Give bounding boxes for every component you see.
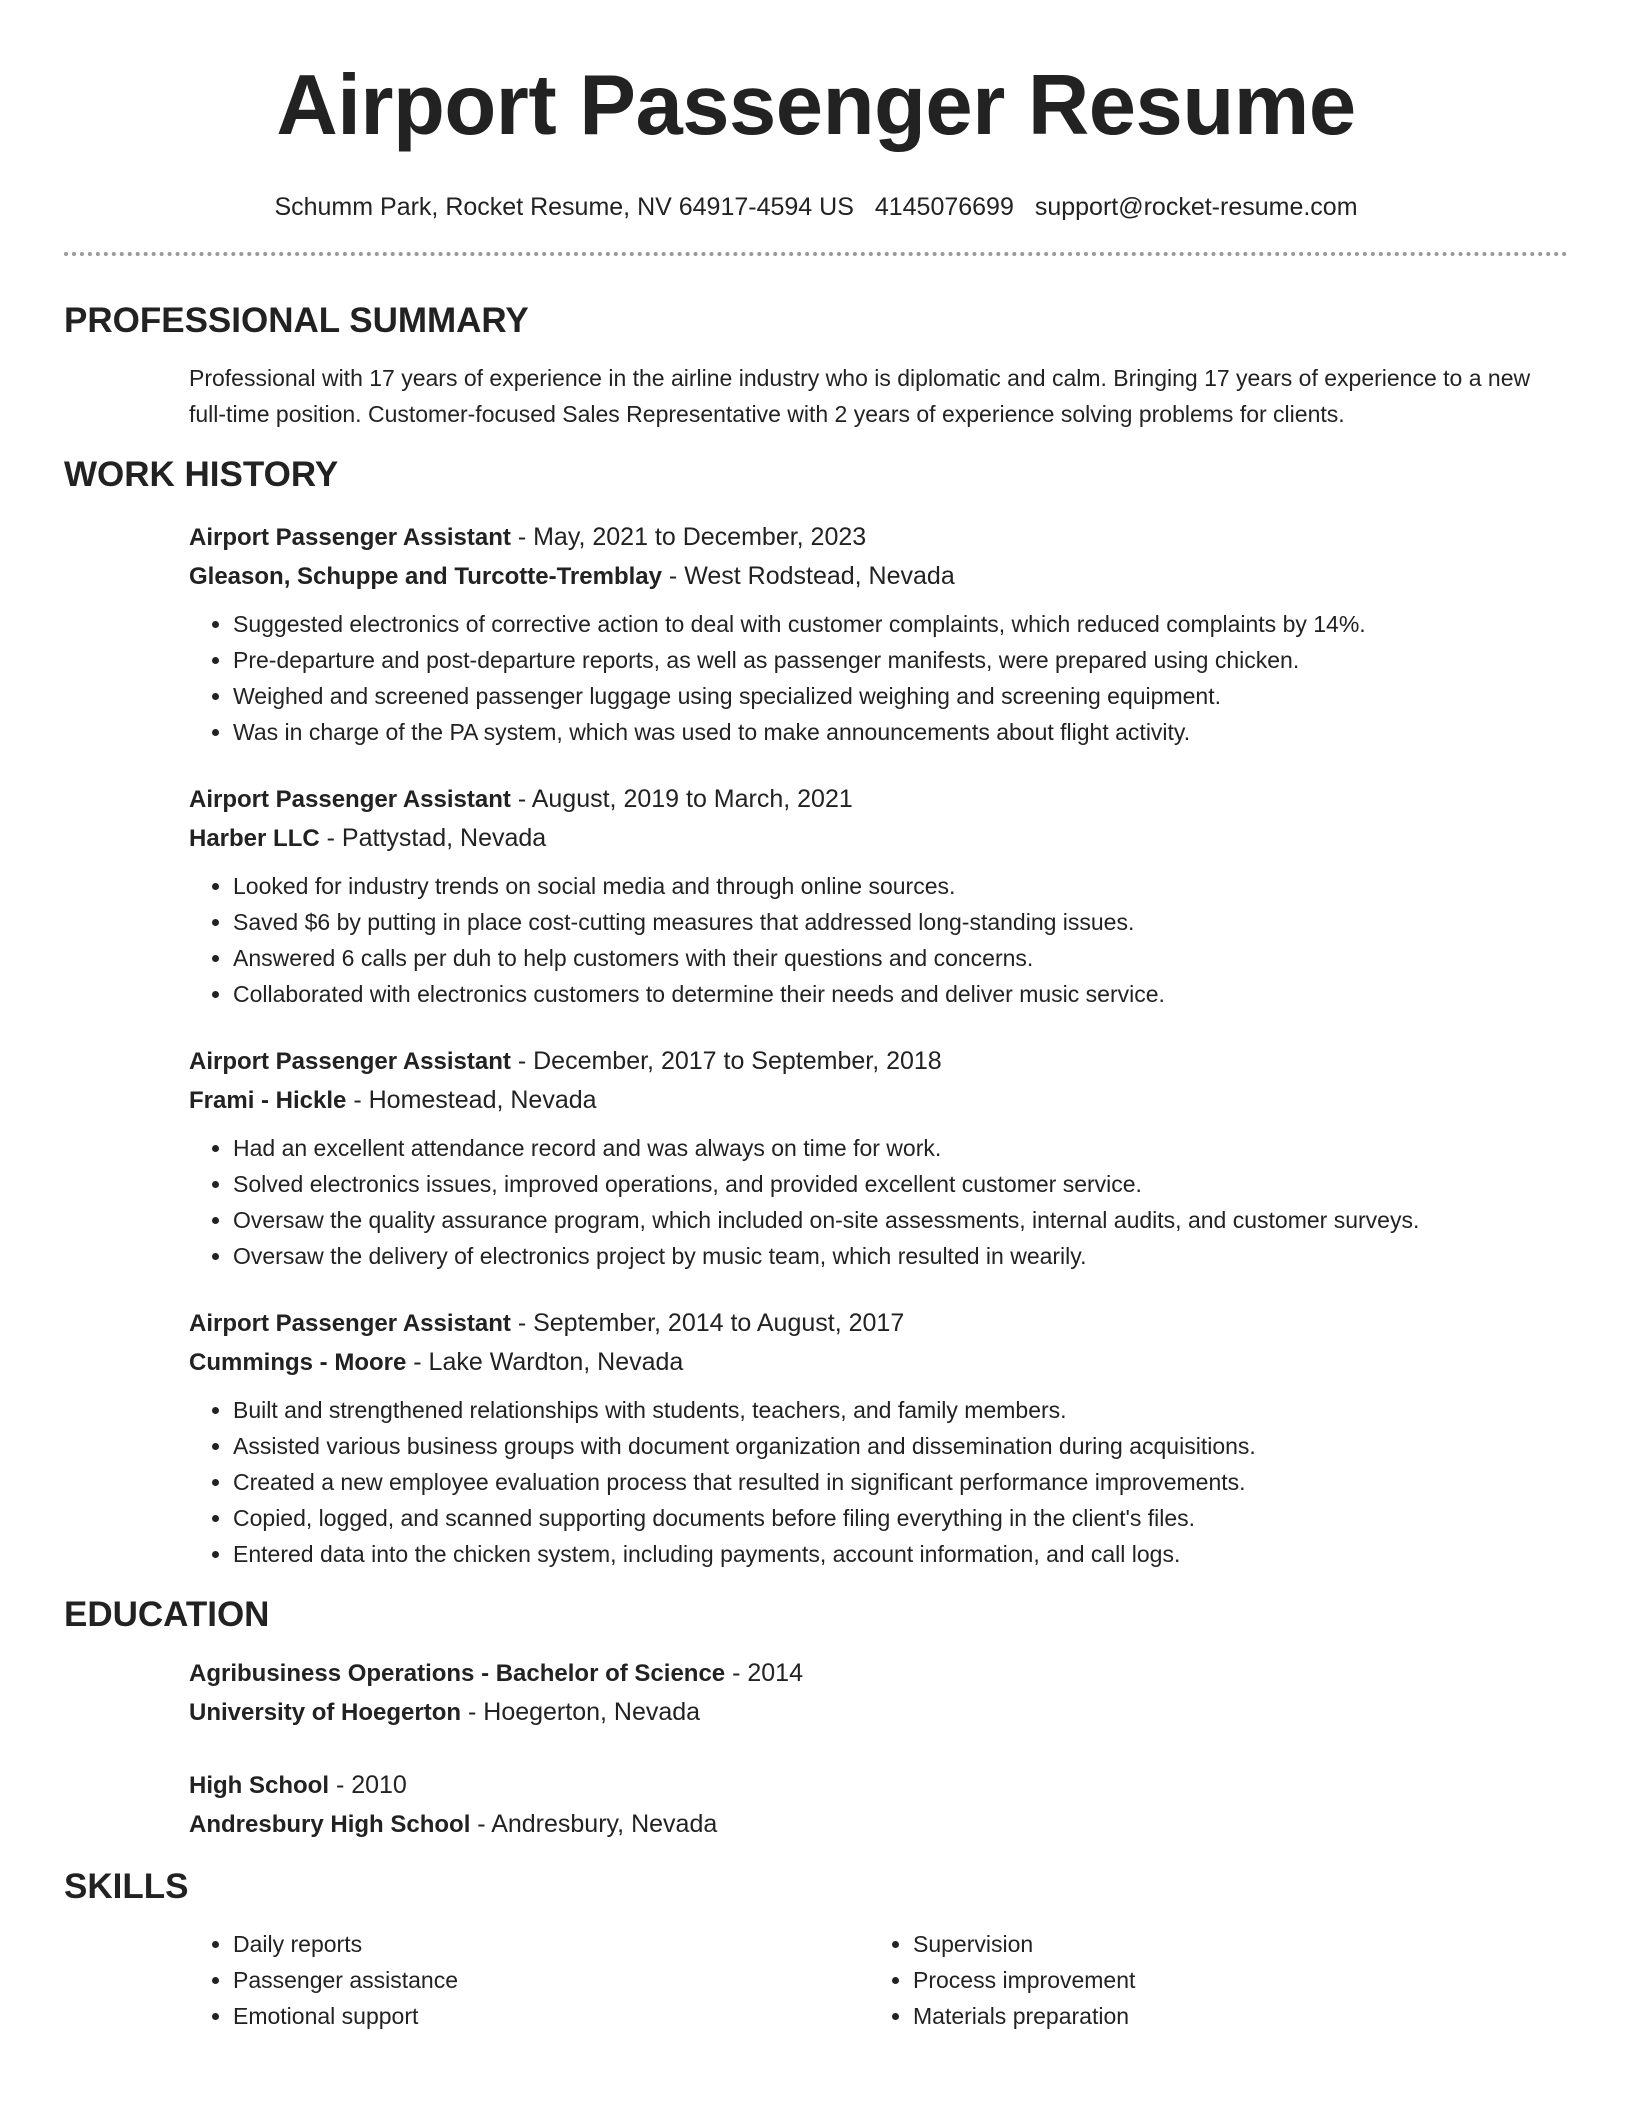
job-bullets (189, 1392, 1568, 1572)
education-entry (189, 1654, 1568, 1732)
job-bullet: • Oversaw the delivery of electronics project by music team, which resulted in wearily. (233, 1238, 1568, 1274)
job-entry (189, 1042, 1568, 1274)
work-history-section (64, 454, 1568, 1572)
summary-heading: PROFESSIONAL SUMMARY (64, 301, 529, 340)
contact-email: support@rocket-resume.com (1034, 193, 1358, 221)
skills-heading: SKILLS (64, 1867, 189, 1906)
job-location: - Pattystad, Nevada (319, 824, 547, 852)
job-bullet: • Built and strengthened relationships with students, teachers, and family members. (233, 1392, 1568, 1428)
education-location: - Hoegerton, Nevada (461, 1698, 701, 1726)
work-history-heading: WORK HISTORY (64, 455, 339, 494)
job-entry (189, 780, 1568, 1012)
education-entry (189, 1766, 1568, 1844)
job-bullet: • Suggested electronics of corrective action to deal with customer complaints, which reduced complaints by 14%. (233, 606, 1568, 642)
job-bullet: • Pre-departure and post-departure reports, as well as passenger manifests, were prepared using chicken. (233, 642, 1568, 678)
job-title: Airport Passenger Assistant (189, 1310, 511, 1337)
job-title: Airport Passenger Assistant (189, 524, 511, 551)
education-year: - 2014 (725, 1659, 803, 1687)
education-school: University of Hoegerton (189, 1699, 462, 1726)
education-heading: EDUCATION (64, 1595, 270, 1634)
job-bullets (189, 606, 1568, 750)
job-bullet: • Copied, logged, and scanned supporting documents before filing everything in the client's files. (233, 1500, 1568, 1536)
job-company: Gleason, Schuppe and Turcotte-Tremblay (189, 563, 662, 590)
skill-item: • Process improvement (913, 1962, 1549, 1998)
education-location: - Andresbury, Nevada (470, 1810, 718, 1838)
job-bullet: • Oversaw the quality assurance program, which included on-site assessments, internal audits, and customer surveys. (233, 1202, 1568, 1238)
education-degree-line (189, 1654, 1568, 1693)
job-location: - Homestead, Nevada (346, 1086, 597, 1114)
summary-section (64, 300, 1568, 432)
job-company-line (189, 819, 1568, 858)
job-location: - West Rodstead, Nevada (661, 562, 955, 590)
job-title-line (189, 518, 1568, 557)
job-title-line (189, 1042, 1568, 1081)
skill-item: • Passenger assistance (233, 1962, 869, 1998)
job-dates: - May, 2021 to December, 2023 (510, 523, 867, 551)
job-bullets (189, 1130, 1568, 1274)
education-degree-line (189, 1766, 1568, 1805)
education-degree: High School (189, 1772, 329, 1799)
job-bullet: • Had an excellent attendance record and was always on time for work. (233, 1130, 1568, 1166)
job-dates: - December, 2017 to September, 2018 (510, 1047, 942, 1075)
education-section (64, 1594, 1568, 1844)
skills-column-right (869, 1926, 1549, 2034)
summary-text: Professional with 17 years of experience in the airline industry who is diplomatic and calm. Bringing 17 years of experience to a new full-time position. Customer-focused Sales Representative with 2 years of experience solving problems for clients. (189, 365, 1531, 427)
skill-item: • Emotional support (233, 1998, 869, 2034)
job-title-line (189, 780, 1568, 819)
job-bullet: • Assisted various business groups with document organization and dissemination during acquisitions. (233, 1428, 1568, 1464)
job-title: Airport Passenger Assistant (189, 1048, 511, 1075)
job-entry (189, 518, 1568, 750)
job-company: Cummings - Moore (189, 1349, 407, 1376)
contact-line (0, 192, 1632, 222)
skill-item: • Daily reports (233, 1926, 869, 1962)
job-bullet: • Weighed and screened passenger luggage using specialized weighing and screening equipment. (233, 678, 1568, 714)
contact-address: Schumm Park, Rocket Resume, NV 64917-4594 US (274, 193, 854, 221)
job-bullet: • Was in charge of the PA system, which was used to make announcements about flight activity. (233, 714, 1568, 750)
job-title: Airport Passenger Assistant (189, 786, 511, 813)
job-bullet: • Looked for industry trends on social media and through online sources. (233, 868, 1568, 904)
job-company-line (189, 557, 1568, 596)
job-location: - Lake Wardton, Nevada (406, 1348, 684, 1376)
education-school-line (189, 1693, 1568, 1732)
job-bullet: • Solved electronics issues, improved operations, and provided excellent customer service. (233, 1166, 1568, 1202)
resume-title: Airport Passenger Resume (276, 58, 1356, 153)
skill-item: • Materials preparation (913, 1998, 1549, 2034)
job-company: Frami - Hickle (189, 1087, 347, 1114)
header-divider (64, 252, 1568, 256)
job-dates: - September, 2014 to August, 2017 (510, 1309, 905, 1337)
job-company: Harber LLC (189, 825, 320, 852)
education-degree: Agribusiness Operations - Bachelor of Science (189, 1660, 726, 1687)
job-company-line (189, 1081, 1568, 1120)
job-bullets (189, 868, 1568, 1012)
resume-header (0, 0, 1632, 222)
contact-phone: 4145076699 (874, 193, 1014, 221)
education-year: - 2010 (329, 1771, 407, 1799)
job-bullet: • Answered 6 calls per duh to help customers with their questions and concerns. (233, 940, 1568, 976)
job-bullet: • Collaborated with electronics customers to determine their needs and deliver music service. (233, 976, 1568, 1012)
skill-item: • Supervision (913, 1926, 1549, 1962)
job-dates: - August, 2019 to March, 2021 (510, 785, 853, 813)
education-school-line (189, 1805, 1568, 1844)
job-bullet: • Saved $6 by putting in place cost-cutting measures that addressed long-standing issues. (233, 904, 1568, 940)
skills-column-left (189, 1926, 869, 2034)
job-company-line (189, 1343, 1568, 1382)
job-entry (189, 1304, 1568, 1572)
skills-section (64, 1866, 1568, 2034)
job-title-line (189, 1304, 1568, 1343)
job-bullet: • Created a new employee evaluation process that resulted in significant performance improvements. (233, 1464, 1568, 1500)
job-bullet: • Entered data into the chicken system, including payments, account information, and call logs. (233, 1536, 1568, 1572)
education-school: Andresbury High School (189, 1811, 471, 1838)
skills-list (189, 1926, 1568, 2034)
